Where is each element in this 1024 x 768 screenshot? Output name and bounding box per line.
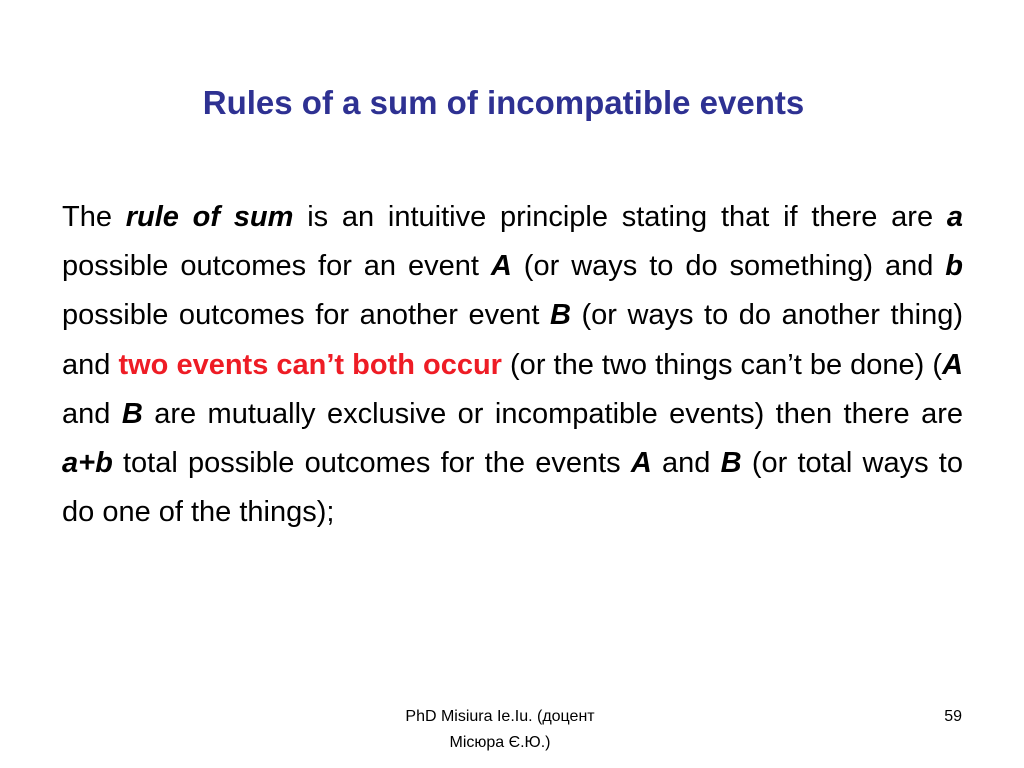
event-b: B — [121, 397, 143, 430]
footer-author-name: Місюра Є.Ю.) — [449, 734, 551, 751]
text-run: (or ways to do something) and — [511, 250, 946, 283]
text-run: is an intuitive principle stating that if there are — [293, 201, 947, 233]
text-run: and — [62, 397, 122, 430]
slide-footer — [370, 704, 630, 756]
text-run: and — [651, 447, 721, 480]
term-rule-of-sum: rule of sum — [125, 201, 294, 233]
text-run: The — [62, 201, 126, 233]
footer-author-line: PhD Misiura Ie.Iu. (доцент — [405, 708, 595, 725]
event-a: A — [942, 348, 964, 381]
event-b: B — [720, 447, 742, 480]
sum-a-plus-b: a+b — [62, 447, 113, 480]
text-run: (or total ways to do one of the things); — [62, 447, 963, 529]
text-run: (or ways to do another thing) and — [62, 299, 964, 381]
event-b: B — [549, 299, 571, 332]
variable-b: b — [945, 250, 963, 283]
rule-of-sum-paragraph — [62, 193, 963, 537]
page-number: 59 — [944, 708, 962, 725]
emphasis-cant-both-occur: two events can’t both occur — [118, 348, 502, 381]
event-a: A — [490, 250, 512, 283]
text-run: possible outcomes for another event — [62, 299, 550, 332]
text-run: are mutually exclusive or incompatible events) then there are — [142, 397, 963, 430]
variable-a: a — [946, 201, 963, 233]
text-run: (or the two things can’t be done) ( — [501, 348, 943, 381]
slide-title: Rules of a sum of incompatible events — [202, 84, 805, 121]
event-a: A — [630, 447, 652, 480]
text-run: possible outcomes for an event — [62, 250, 491, 283]
text-run: total possible outcomes for the events — [112, 447, 631, 480]
